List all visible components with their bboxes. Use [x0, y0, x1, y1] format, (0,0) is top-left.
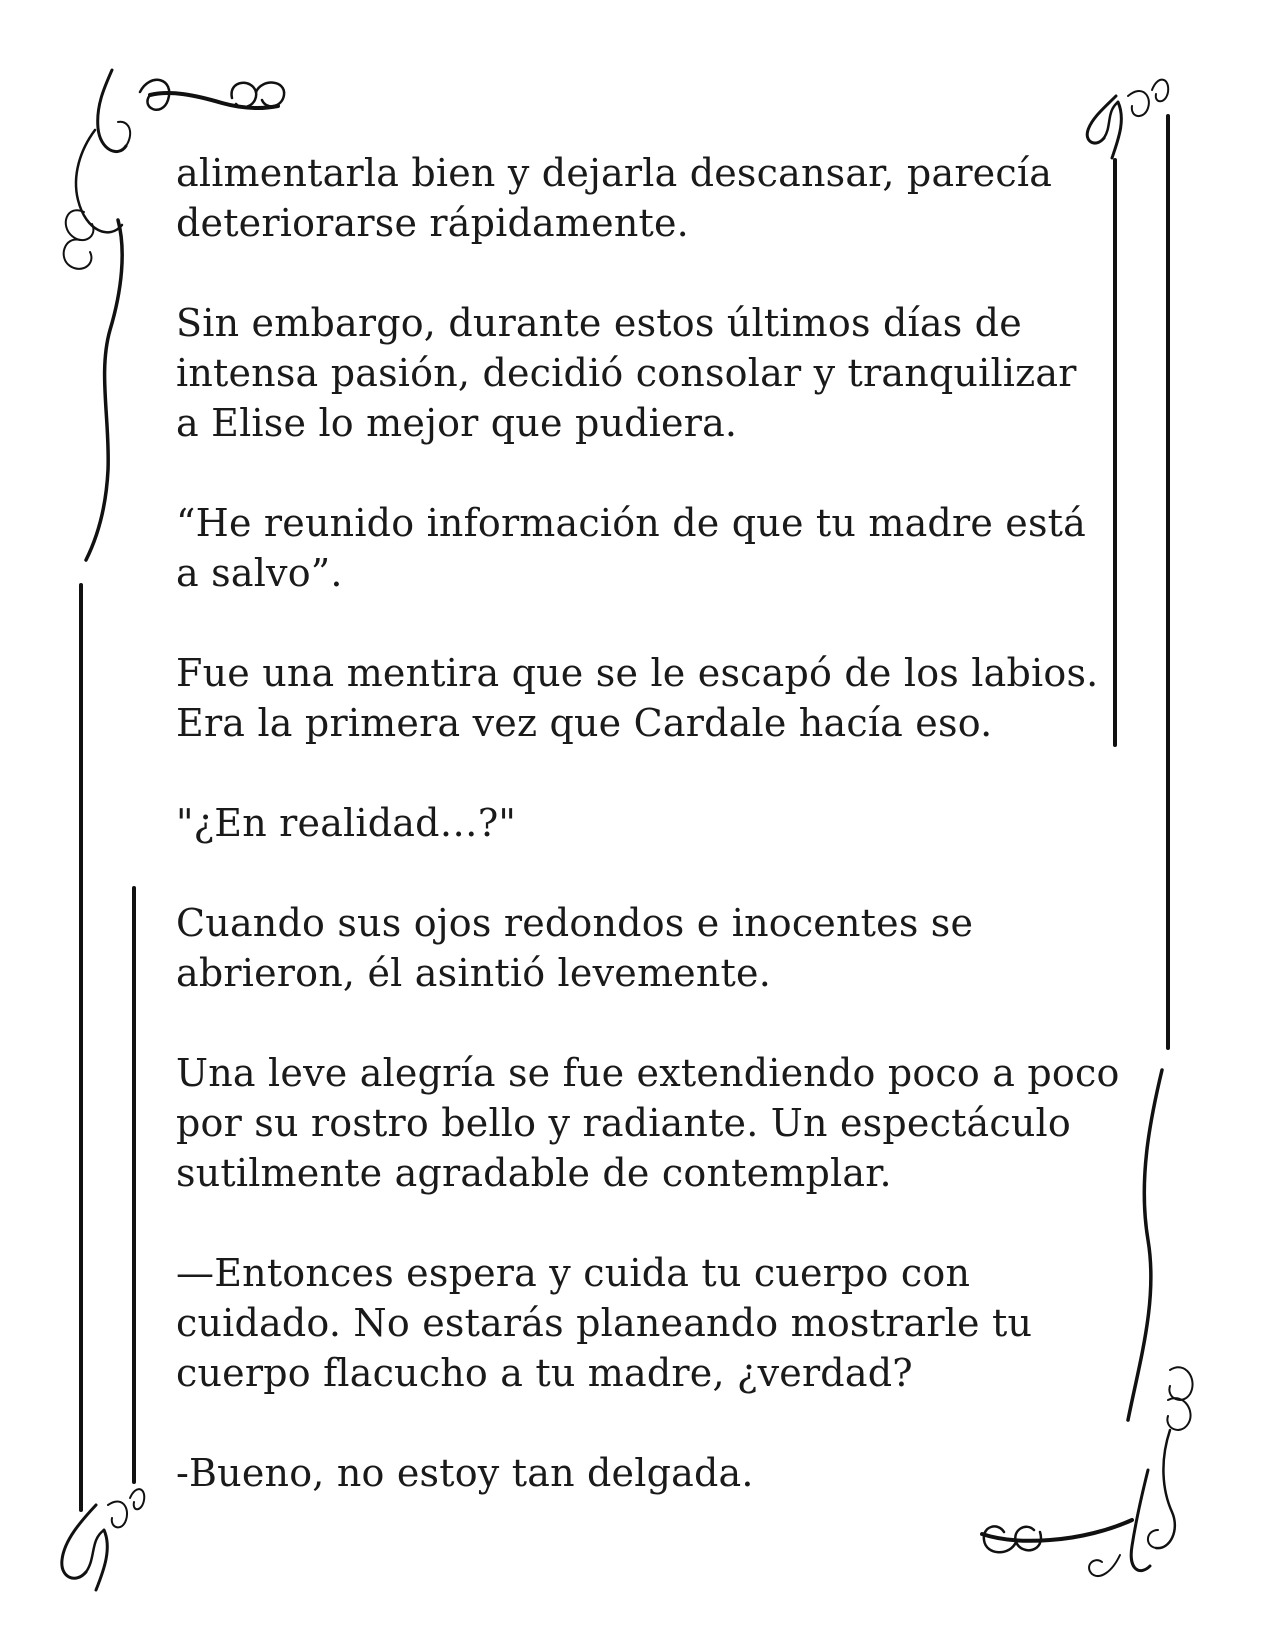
paragraph: [176, 298, 1106, 448]
page-body-text: [176, 148, 1120, 1548]
paragraph: [176, 1248, 1106, 1398]
text-line: Sin embargo, durante estos últimos días de: [176, 301, 1022, 345]
text-line: -Bueno, no estoy tan delgada.: [176, 1451, 754, 1495]
paragraph: [176, 798, 1106, 848]
text-line: a Elise lo mejor que pudiera.: [176, 401, 738, 445]
paragraph: [176, 148, 1106, 248]
text-line: por su rostro bello y radiante. Un espectáculo: [176, 1101, 1071, 1145]
paragraph: [176, 648, 1106, 748]
paragraph: [176, 498, 1106, 598]
text-line: alimentarla bien y dejarla descansar, parecía: [176, 151, 1053, 195]
text-line: intensa pasión, decidió consolar y tranquilizar: [176, 351, 1077, 395]
text-line: sutilmente agradable de contemplar.: [176, 1151, 892, 1195]
text-line: Fue una mentira que se le escapó de los labios.: [176, 651, 1099, 695]
text-line: Una leve alegría se fue extendiendo poco a poco: [176, 1051, 1120, 1095]
text-line: “He reunido información de que tu madre está: [176, 501, 1087, 545]
text-line: "¿En realidad…?": [176, 801, 517, 845]
paragraph: [176, 1448, 1106, 1498]
text-line: —Entonces espera y cuida tu cuerpo con: [176, 1251, 971, 1295]
bottom-left-flourish: [62, 1489, 144, 1590]
text-line: Cuando sus ojos redondos e inocentes se: [176, 901, 974, 945]
text-line: cuidado. No estarás planeando mostrarle tu: [176, 1301, 1033, 1345]
text-line: abrieron, él asintió levemente.: [176, 951, 771, 995]
text-line: Era la primera vez que Cardale hacía eso.: [176, 701, 993, 745]
paragraph: [176, 898, 1106, 998]
text-line: deteriorarse rápidamente.: [176, 201, 689, 245]
text-line: a salvo”.: [176, 551, 343, 595]
paragraph: [176, 1048, 1120, 1198]
top-right-flourish: [1087, 80, 1168, 158]
text-line: cuerpo flacucho a tu madre, ¿verdad?: [176, 1351, 913, 1395]
